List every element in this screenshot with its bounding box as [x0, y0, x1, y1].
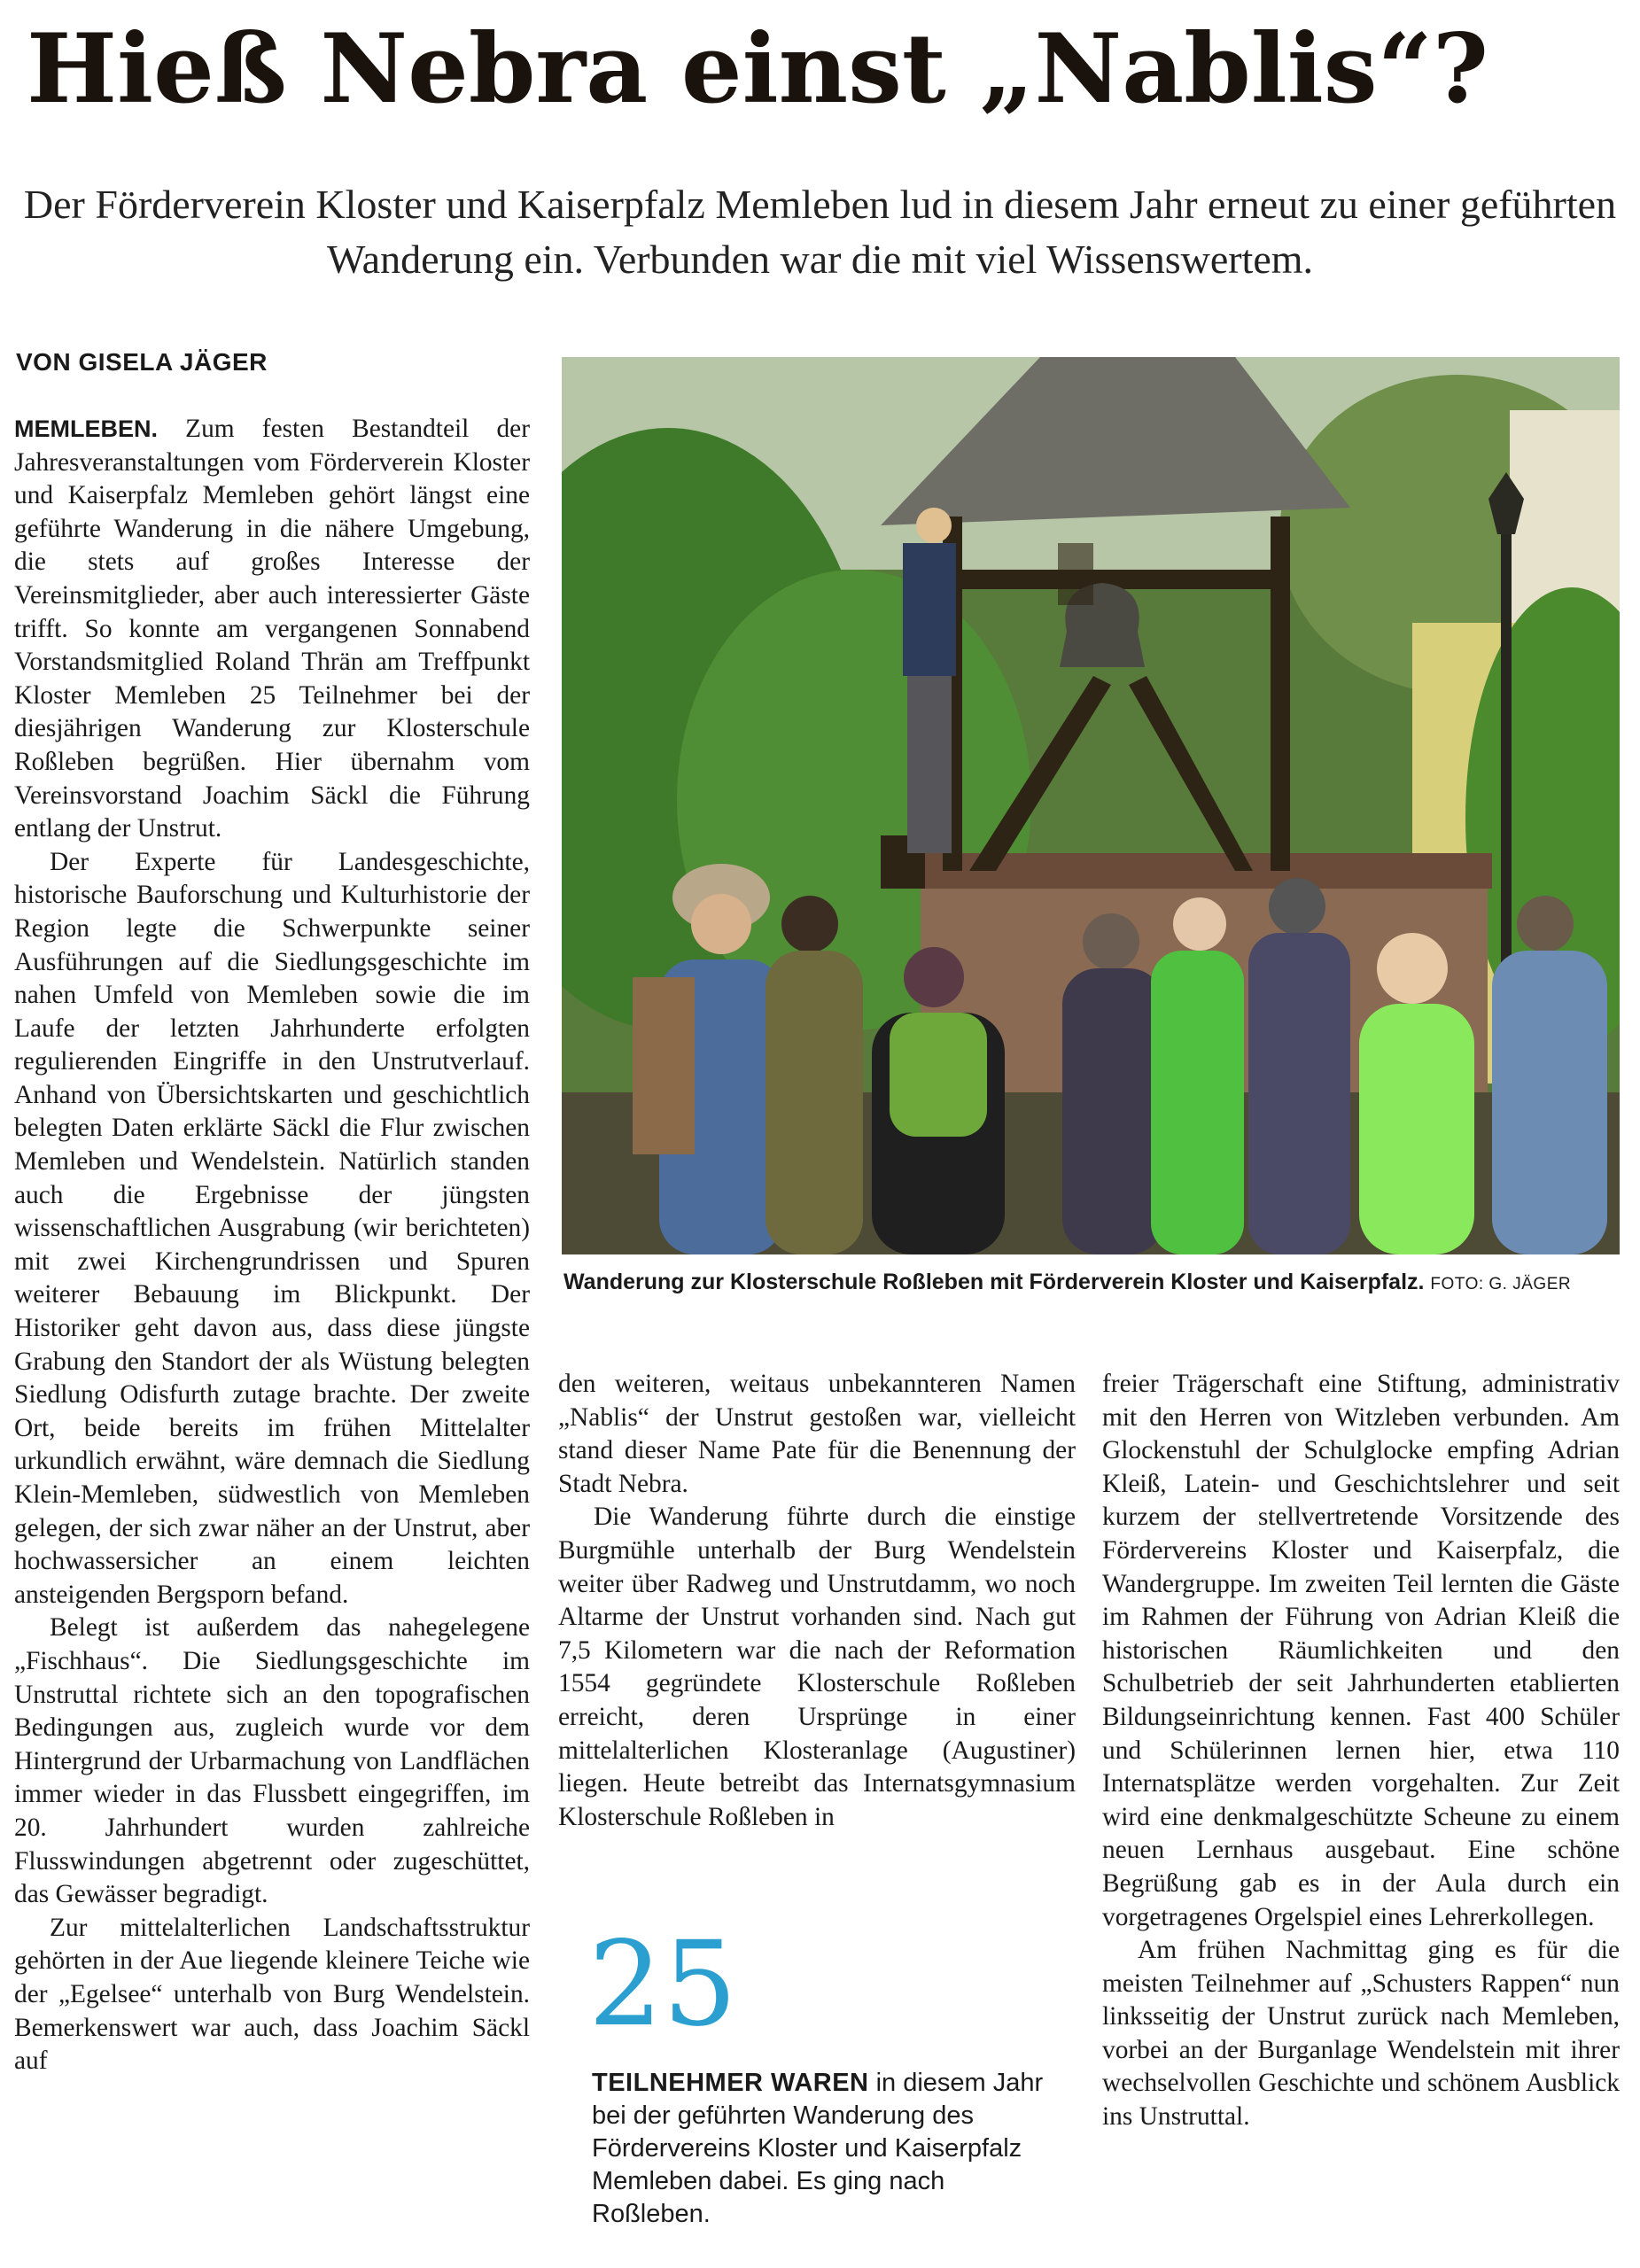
article-paragraph: Die Wanderung führte durch die einstige Burgmühle unterhalb der Burg Wendelstein weiter über Radweg und Unstrutdamm, wo noch Altarme der Unstrut vorhanden sind. Nach gut 7,5 Kilometern war die nach der Reformation 1554 gegründete Klosterschule Roßleben erreicht, deren Ursprünge in einer mittelalterlichen Klosteranlage (Augustiner) liegen. Heute betreibt das Internatsgymnasium Klosterschule Roßleben in — [558, 1503, 1076, 1831]
paragraph-text: Zum festen Bestandteil der Jahresveranstaltungen vom Förderverein Kloster und Kaiserpfalz Memleben gehört längst eine geführte Wanderung in die nähere Umgebung, die stets auf großes Interesse der Vereinsmitglieder, aber auch interessierter Gäste trifft. So konnte am vergangenen Sonnabend Vorstandsmitglied Roland Thrän am Treffpunkt Kloster Memleben 25 Teilnehmer bei der diesjährigen Wanderung zur Klosterschule Roßleben begrüßen. Hier übernahm vom Vereinsvorstand Joachim Säckl die Führung entlang der Unstrut. — [14, 415, 530, 843]
article-paragraph: Zur mittelalterlichen Landschaftsstruktur gehörten in der Aue liegende kleinere Teiche wie der „Egelsee“ unterhalb von Burg Wendelstein. Bemerkenswert war auch, dass Joachim Säckl auf — [14, 1913, 530, 2076]
headline: Hieß Nebra einst „Nablis“? — [27, 13, 1489, 125]
byline: VON GISELA JÄGER — [16, 348, 268, 376]
fact-body: in diesem Jahr bei der geführten Wanderung des Fördervereins Kloster und Kaiserpfalz Memleben dabei. Es ging nach Roßleben. — [592, 2069, 1044, 2228]
article-paragraph: Der Experte für Landesgeschichte, historische Bauforschung und Kulturhistorie der Region legte die Schwerpunkte seiner Ausführungen auf die Siedlungsgeschichte im nahen Umfeld von Memleben sowie die im Laufe der letzten Jahrhunderte erfolgten regulierenden Eingriffe in den Unstrutverlauf. Anhand von Übersichtskarten und geschichtlich belegten Daten erklärte Säckl die Flur zwischen Memleben und Wendelstein. Natürlich standen auch die Ergebnisse der jüngsten wissenschaftlichen Ausgrabung (wir berichteten) mit zwei Kirchengrundrissen und Spuren weiterer Bebauung im Blickpunkt. Der Historiker geht davon aus, dass diese jüngste Grabung den Standort der als Wüstung belegten Siedlung Odisfurth zutage brachte. Der zweite Ort, beide bereits im frühen Mittelalter urkundlich erwähnt, wäre demnach die Siedlung Klein-Memleben, südwestlich von Memleben gelegen, der sich zwar näher an der Unstrut, aber hochwassersicher an einem leichten ansteigenden Bergsporn befand. — [14, 847, 530, 1609]
fact-text — [592, 2067, 1070, 2231]
article-paragraph — [14, 413, 530, 846]
article-paragraph: freier Trägerschaft eine Stiftung, administrativ mit den Herren von Witzleben verbunden. Am Glockenstuhl der Schulglocke empfing Adrian Kleiß, Latein- und Geschichtslehrer und seit kurzem der stellvertretende Vorsitzende des Fördervereins Kloster und Kaiserpfalz, die Wandergruppe. Im zweiten Teil lernten die Gäste im Rahmen der Führung von Adrian Kleiß die historischen Räumlichkeiten und den Schulbetrieb der seit Jahrhunderten etablierten Bildungseinrichtung kennen. Fast 400 Schüler und Schülerinnen lernen hier, etwa 110 Internatsplätze werden vorgehalten. Zur Zeit wird eine denkmalgeschützte Scheune zu einem neuen Lernhaus ausgebaut. Eine schöne Begrüßung gab es in der Aula durch ein vorgetragenes Orgelspiel eines Lehrerkollegen. — [1102, 1370, 1620, 1931]
photo-bell-tower-group — [562, 357, 1620, 1254]
article-column-2 — [558, 1368, 1076, 1834]
fact-number: 25 — [588, 1916, 737, 2053]
article-paragraph: den weiteren, weitaus unbekannteren Namen „Nablis“ der Unstrut gestoßen war, vielleicht stand dieser Name Pate für die Benennung der Stadt Nebra. — [558, 1370, 1076, 1498]
article-paragraph: Am frühen Nachmittag ging es für die meisten Teilnehmer auf „Schusters Rappen“ nun linksseitig der Unstrut zurück nach Memleben, vorbei an der Burganlage Wendelstein mit ihrer wechselvollen Geschichte und schönem Ausblick ins Unstruttal. — [1102, 1936, 1620, 2132]
photo-credit: FOTO: G. JÄGER — [1430, 1275, 1572, 1293]
article-column-1 — [14, 413, 530, 2078]
photo-caption — [564, 1268, 1621, 1299]
dateline: MEMLEBEN. — [14, 416, 158, 442]
article-photo — [562, 357, 1620, 1254]
article-paragraph: Belegt ist außerdem das nahegelegene „Fischhaus“. Die Siedlungsgeschichte im Unstruttal richtete sich an den topografischen Bedingungen aus, zugleich wurde vor dem Hintergrund der Urbarmachung von Landflächen immer wieder in das Flussbett eingegriffen, im 20. Jahrhundert wurden zahlreiche Flusswindungen abgetrennt oder zugeschüttet, das Gewässer begradigt. — [14, 1613, 530, 1909]
fact-box — [588, 1916, 1070, 2231]
caption-text: Wanderung zur Klosterschule Roßleben mit Förderverein Kloster und Kaiserpfalz. — [564, 1270, 1425, 1294]
fact-lead: TEILNEHMER WAREN — [592, 2069, 869, 2097]
subheadline: Der Förderverein Kloster und Kaiserpfalz Memleben lud in diesem Jahr erneut zu einer geführten Wanderung ein. Verbunden war die mit viel Wissenswertem. — [23, 182, 1617, 282]
article-column-3 — [1102, 1368, 1620, 2134]
